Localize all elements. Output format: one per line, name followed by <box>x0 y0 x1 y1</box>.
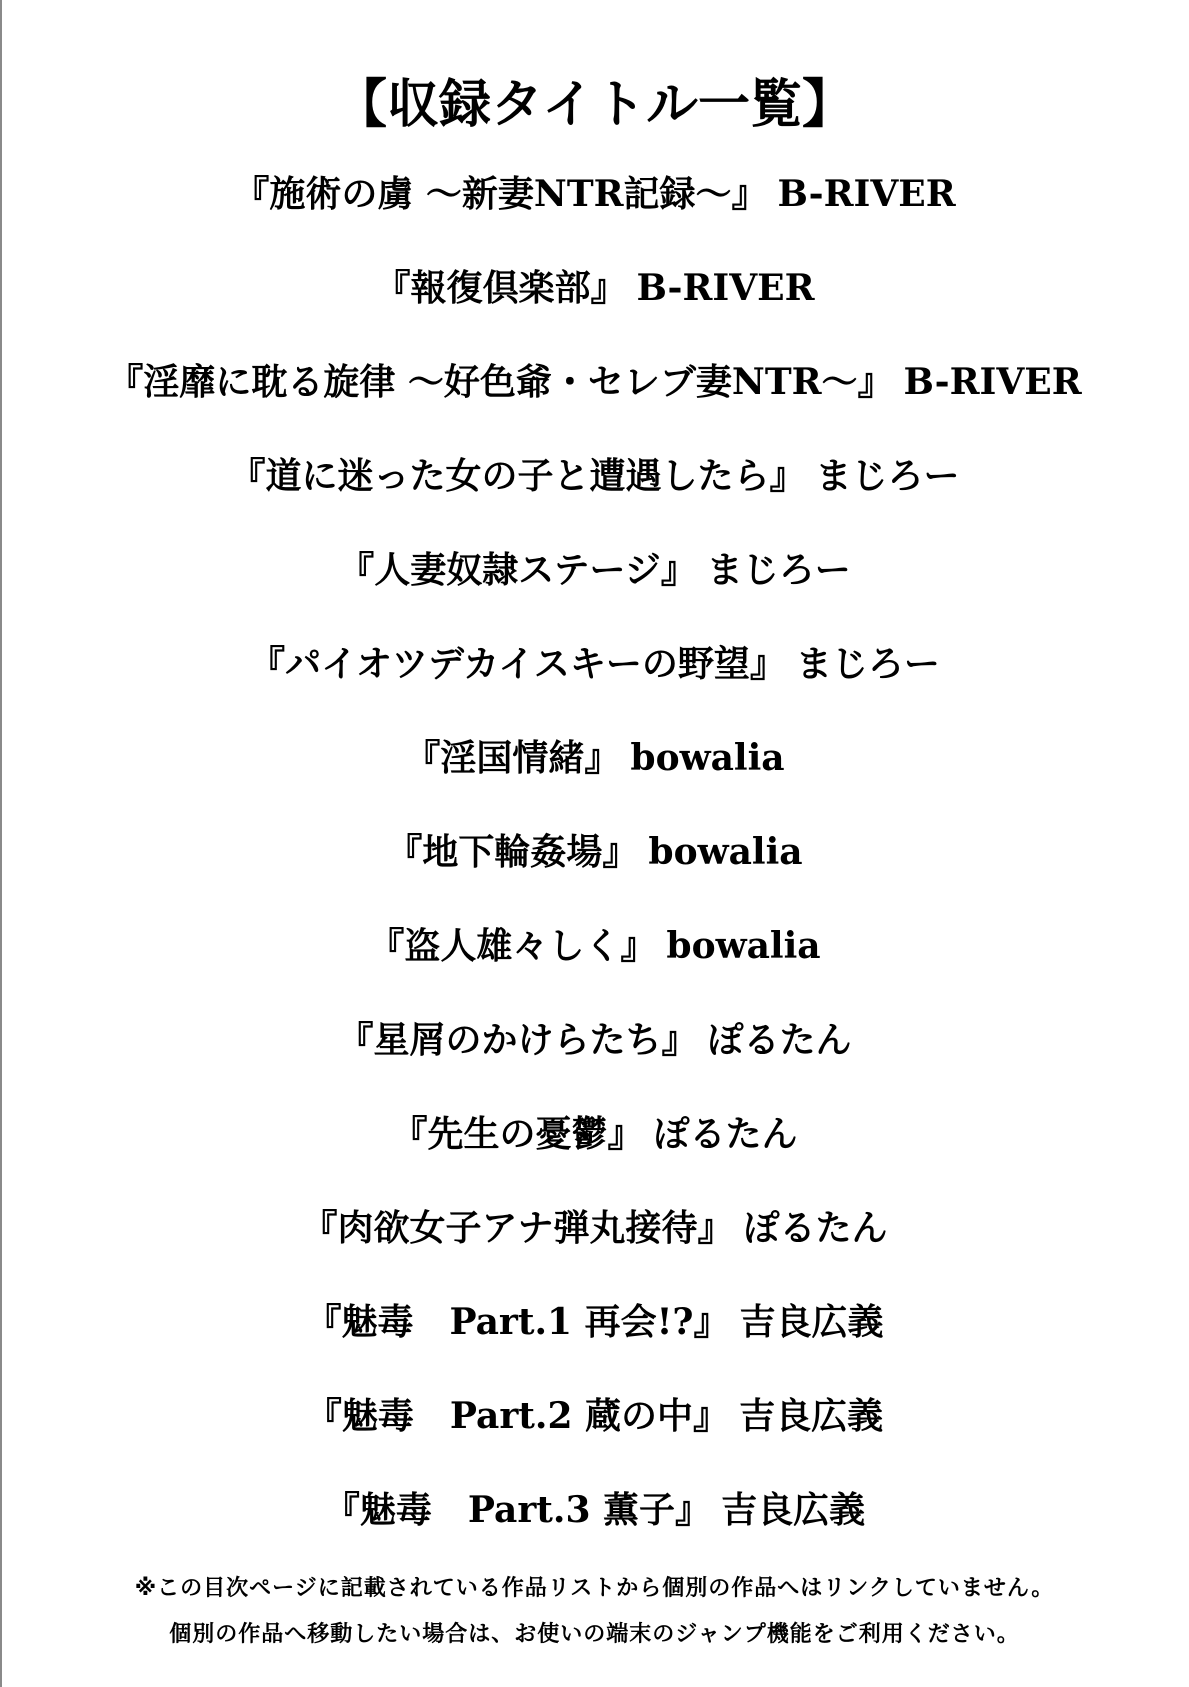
author-name: まじろー <box>706 549 851 591</box>
work-title: 『パイオツデカイスキーの野望』 <box>249 643 786 685</box>
list-item <box>0 1010 1189 1104</box>
work-title: 『先生の憂鬱』 <box>391 1113 644 1155</box>
author-name: まじろー <box>815 455 960 497</box>
work-title: 『施術の虜 ～新妻NTR記録～』 <box>233 173 768 215</box>
list-item <box>0 258 1189 352</box>
work-title: 『人妻奴隷ステージ』 <box>338 549 697 591</box>
work-title: 『魅毒 Part.1 再会!?』 <box>305 1301 730 1343</box>
title-list <box>0 164 1189 1574</box>
author-name: ぽるたん <box>653 1113 798 1155</box>
notice-line: ※この目次ページに記載されている作品リストから個別の作品へはリンクしていません。 <box>134 1576 1055 1601</box>
list-item <box>0 1480 1189 1574</box>
list-item <box>0 540 1189 634</box>
work-title: 『魅毒 Part.3 薫子』 <box>323 1489 712 1531</box>
work-title: 『肉欲女子アナ弾丸接待』 <box>301 1207 734 1249</box>
author-name: B-RIVER <box>903 361 1082 403</box>
list-item <box>0 1104 1189 1198</box>
work-title: 『道に迷った女の子と遭遇したら』 <box>229 455 806 497</box>
author-name: B-RIVER <box>636 267 815 309</box>
list-item <box>0 1292 1189 1386</box>
author-name: まじろー <box>795 643 940 685</box>
work-title: 『淫靡に耽る旋律 ～好色爺・セレブ妻NTR～』 <box>107 361 894 403</box>
work-title: 『地下輪姦場』 <box>386 831 639 873</box>
work-title: 『淫国情緒』 <box>404 737 621 779</box>
list-item <box>0 1386 1189 1480</box>
list-item <box>0 634 1189 728</box>
work-title: 『報復倶楽部』 <box>374 267 627 309</box>
list-item <box>0 164 1189 258</box>
notice-line: 個別の作品へ移動したい場合は、お使いの端末のジャンプ機能をご利用ください。 <box>169 1622 1020 1647</box>
author-name: bowalia <box>630 737 785 779</box>
author-name: ぽるたん <box>707 1019 852 1061</box>
work-title: 『魅毒 Part.2 蔵の中』 <box>305 1395 730 1437</box>
author-name: bowalia <box>648 831 803 873</box>
notice-text <box>0 1566 1189 1658</box>
author-name: ぽるたん <box>743 1207 888 1249</box>
work-title: 『盗人雄々しく』 <box>368 925 657 967</box>
list-item <box>0 916 1189 1010</box>
list-item <box>0 446 1189 540</box>
list-item <box>0 822 1189 916</box>
list-item <box>0 728 1189 822</box>
author-name: bowalia <box>666 925 821 967</box>
page-title: 【収録タイトル一覧】 <box>335 74 854 135</box>
list-item <box>0 1198 1189 1292</box>
author-name: 吉良広義 <box>739 1301 884 1343</box>
author-name: 吉良広義 <box>721 1489 866 1531</box>
list-item <box>0 352 1189 446</box>
author-name: 吉良広義 <box>739 1395 884 1437</box>
work-title: 『星屑のかけらたち』 <box>337 1019 698 1061</box>
author-name: B-RIVER <box>777 173 956 215</box>
